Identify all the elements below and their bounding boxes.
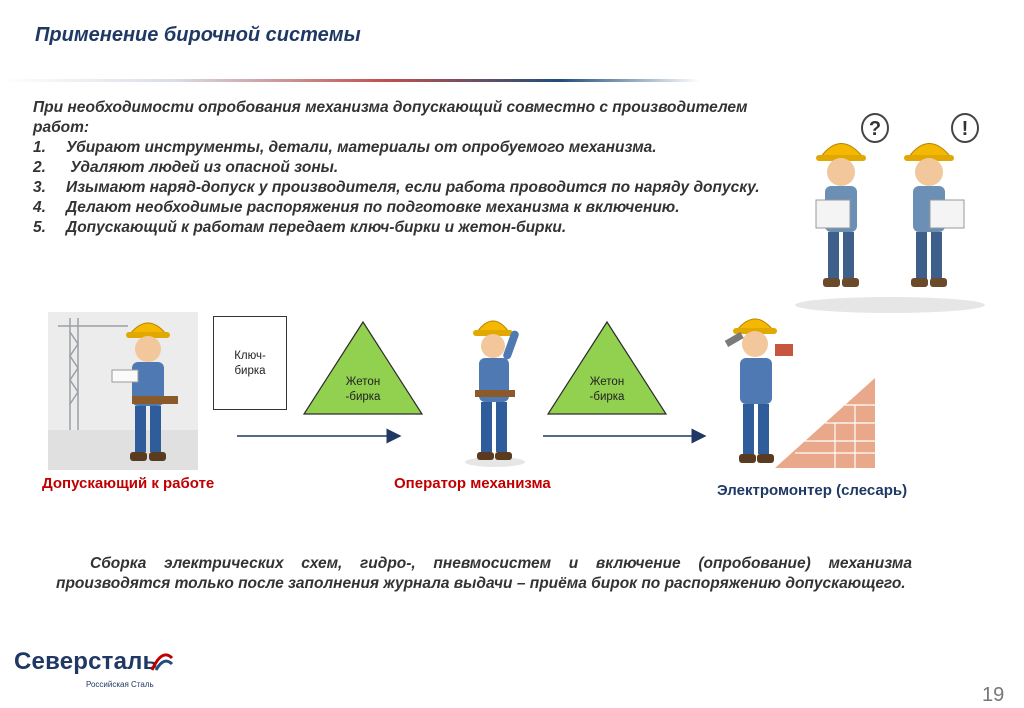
- slide-title: Применение бирочной системы: [35, 24, 361, 46]
- key-tag-label-line1: Ключ-: [234, 350, 266, 362]
- token-tag-2-line2: -бирка: [589, 391, 625, 403]
- logo-name: Северсталь: [14, 648, 158, 675]
- token-tag-1-line1: Жетон: [345, 376, 381, 388]
- list-item-number: 3.: [33, 179, 46, 196]
- caption-operator: Оператор механизма: [394, 475, 551, 492]
- list-item-text: Делают необходимые распоряжения по подготовке механизма к включению.: [66, 199, 680, 216]
- list-item-text: Изымают наряд-допуск у производителя, если работа проводится по наряду допуску.: [66, 179, 760, 196]
- list-item-text: Удаляют людей из опасной зоны.: [66, 159, 339, 176]
- caption-electrician: Электромонтер (слесарь): [717, 482, 908, 499]
- token-tag-label-2: [572, 375, 642, 405]
- severstal-logo: [14, 648, 158, 689]
- svg-text:!: !: [961, 118, 969, 140]
- instructions-lead: При необходимости опробования механизма допускающий совместно с производителем работ:: [33, 99, 748, 136]
- operator-worker-illustration: [455, 310, 540, 470]
- electrician-worker-illustration: [715, 308, 875, 468]
- list-item-text: Убирают инструменты, детали, материалы от опробуемого механизма.: [66, 139, 657, 156]
- page-number: 19: [982, 684, 1005, 706]
- list-item-number: 2.: [33, 159, 46, 176]
- list-item-number: 1.: [33, 139, 46, 156]
- logo-mark-icon: [150, 650, 174, 672]
- key-tag-label-line2: бирка: [234, 365, 266, 377]
- list-item-number: 4.: [33, 199, 46, 216]
- list-item-number: 5.: [33, 219, 46, 236]
- caption-admitter: Допускающий к работе: [42, 475, 215, 492]
- assembly-note-paragraph: Сборка электрических схем, гидро-, пневмосистем и включение (опробование) механизма производятся только после заполнения журнала выдачи – приёма бирок по распоряжению допускающего.: [56, 555, 912, 592]
- token-tag-1-line2: -бирка: [345, 391, 381, 403]
- logo-subtitle: Российская Сталь: [86, 680, 154, 689]
- svg-text:?: ?: [868, 118, 882, 140]
- token-tag-2-line1: Жетон: [589, 376, 625, 388]
- token-tag-label-1: [328, 375, 398, 405]
- list-item-text: Допускающий к работам передает ключ-бирки и жетон-бирки.: [66, 219, 567, 236]
